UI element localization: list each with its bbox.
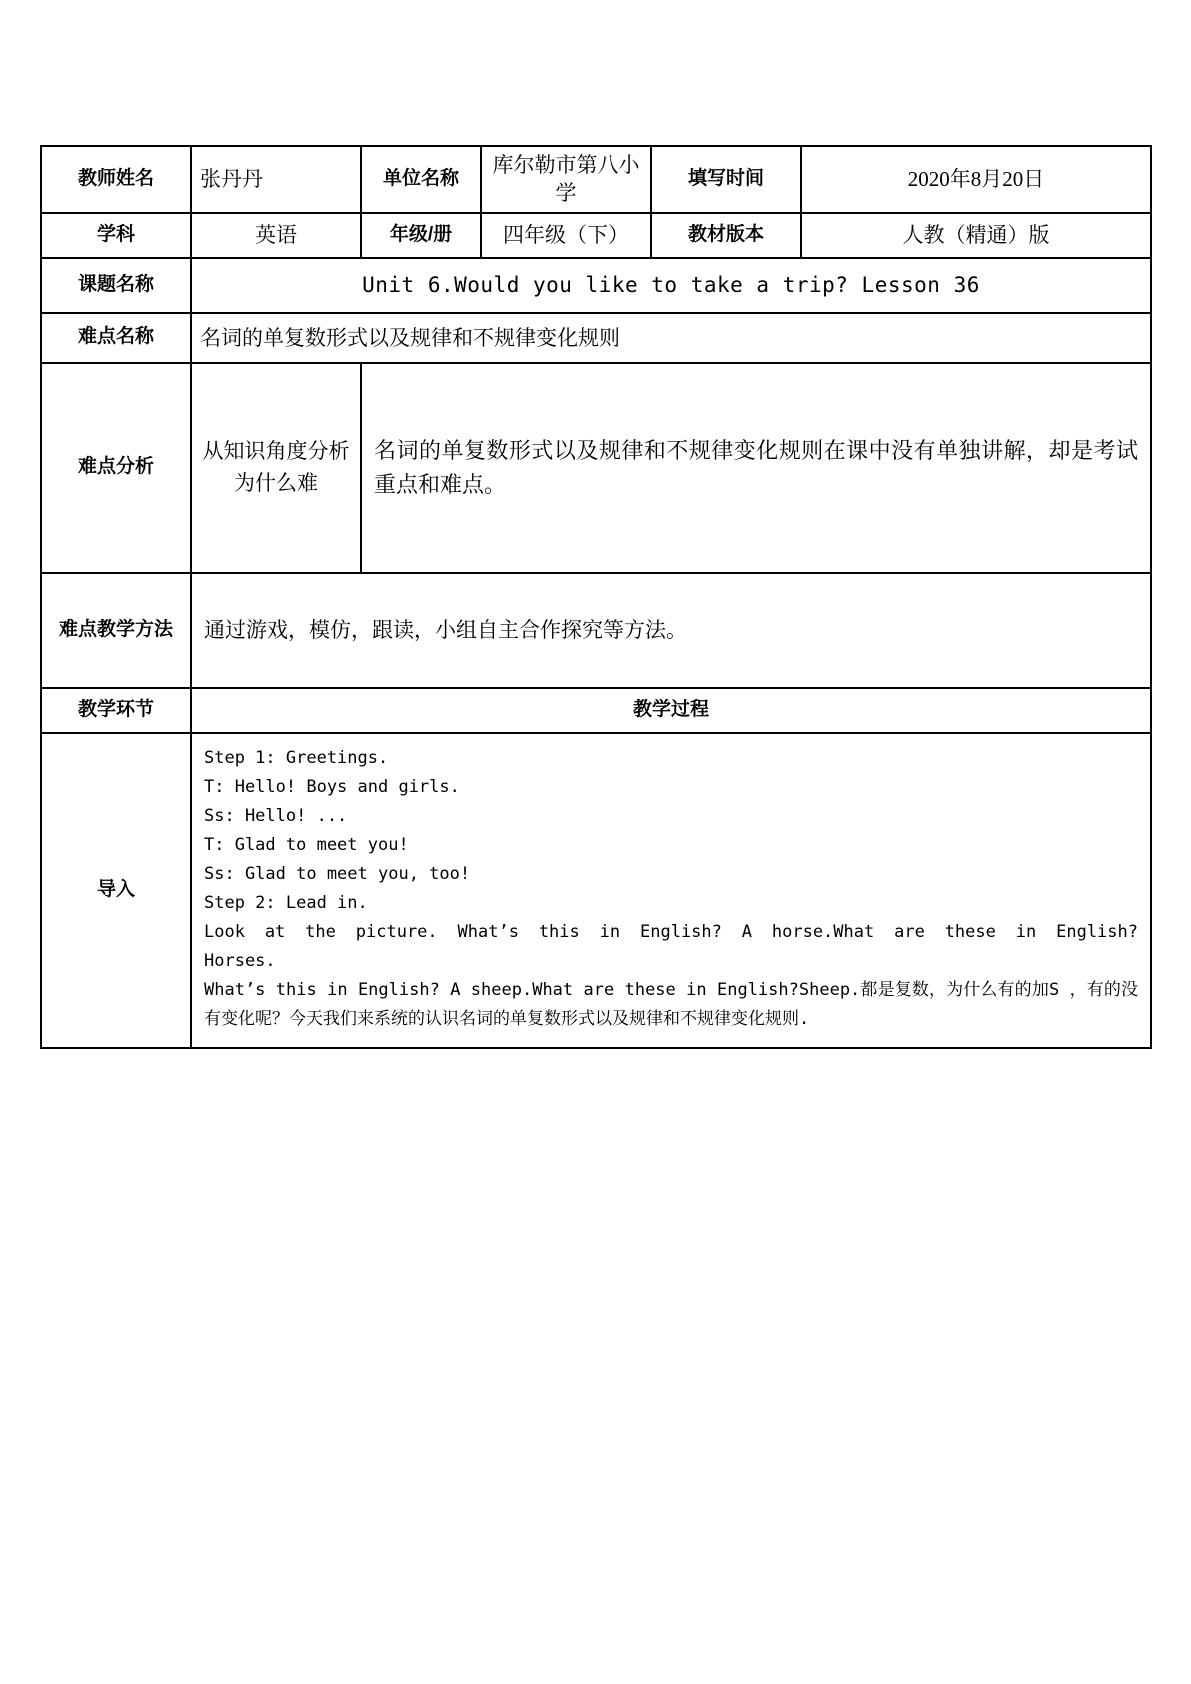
- lead-in-label: 导入: [41, 733, 191, 1048]
- fill-date-value: 2020年8月20日: [801, 146, 1151, 213]
- teaching-method-value: 通过游戏，模仿，跟读，小组自主合作探究等方法。: [191, 573, 1151, 688]
- lead-in-line: Step 1: Greetings.: [204, 747, 389, 768]
- subject-value: 英语: [191, 213, 361, 258]
- row-process-header: [41, 688, 1151, 733]
- lead-in-line: Ss: Glad to meet you, too!: [204, 863, 471, 884]
- lead-in-line: Ss: Hello! ...: [204, 805, 348, 826]
- unit-name-label: 单位名称: [361, 146, 481, 213]
- lead-in-line: Step 2: Lead in.: [204, 892, 368, 913]
- analysis-angle-cell: [191, 363, 361, 573]
- row-subject-info: [41, 213, 1151, 258]
- teaching-method-label: 难点教学方法: [41, 573, 191, 688]
- analysis-angle-line1: 从知识角度分析: [202, 439, 350, 464]
- lesson-title-value: Unit 6.Would you like to take a trip? Lesson 36: [191, 258, 1151, 313]
- lead-in-paragraph-sheep: What’s this in English? A sheep.What are these in English?Sheep.都是复数，为什么有的加S ，有的没有变化呢？今天我们来系统的认识名词的单复数形式以及规律和不规律变化规则.: [204, 979, 1138, 1029]
- row-teacher-info: [41, 146, 1151, 213]
- edition-label: 教材版本: [651, 213, 801, 258]
- edition-value: 人教（精通）版: [801, 213, 1151, 258]
- teacher-name-label: 教师姓名: [41, 146, 191, 213]
- difficulty-name-value: 名词的单复数形式以及规律和不规律变化规则: [191, 313, 1151, 363]
- row-teaching-method: [41, 573, 1151, 688]
- row-lesson-title: [41, 258, 1151, 313]
- lesson-plan-table: [40, 145, 1152, 1049]
- row-difficulty-analysis: [41, 363, 1151, 573]
- lead-in-line: T: Hello! Boys and girls.: [204, 776, 460, 797]
- teaching-stage-label: 教学环节: [41, 688, 191, 733]
- lead-in-content: [191, 733, 1151, 1048]
- difficulty-name-label: 难点名称: [41, 313, 191, 363]
- difficulty-analysis-label: 难点分析: [41, 363, 191, 573]
- lead-in-paragraph-look-tail: Horses.: [204, 950, 276, 971]
- lesson-title-label: 课题名称: [41, 258, 191, 313]
- row-lead-in: [41, 733, 1151, 1048]
- analysis-detail-text: 名词的单复数形式以及规律和不规律变化规则在课中没有单独讲解，却是考试重点和难点。: [361, 363, 1151, 573]
- lead-in-paragraph-look: Look at the picture. What’s this in English? A horse.What are these in English?: [204, 921, 1138, 942]
- teacher-name-value: 张丹丹: [191, 146, 361, 213]
- analysis-angle-line2: 为什么难: [234, 470, 318, 495]
- grade-label: 年级/册: [361, 213, 481, 258]
- unit-name-value: 库尔勒市第八小学: [481, 146, 651, 213]
- grade-value: 四年级（下）: [481, 213, 651, 258]
- row-difficulty-name: [41, 313, 1151, 363]
- subject-label: 学科: [41, 213, 191, 258]
- lead-in-line: T: Glad to meet you!: [204, 834, 409, 855]
- fill-date-label: 填写时间: [651, 146, 801, 213]
- teaching-process-label: 教学过程: [191, 688, 1151, 733]
